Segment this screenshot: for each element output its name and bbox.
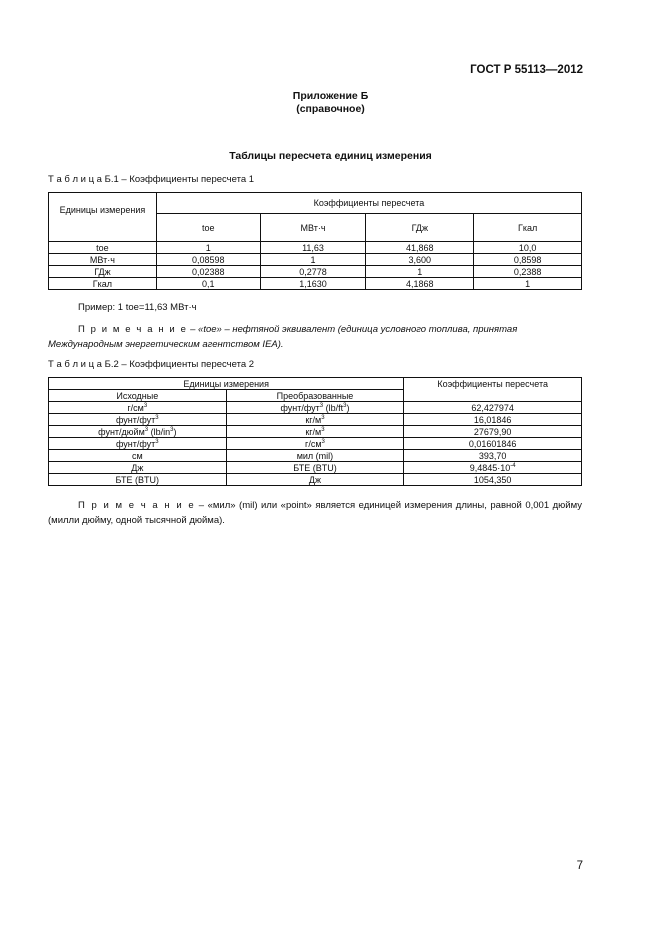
coefficients-header: Коэффициенты пересчета: [156, 193, 581, 214]
cell-text: см: [131, 450, 143, 461]
superscript: 3: [143, 402, 148, 409]
table-cell: 4,1868: [366, 278, 474, 290]
col-header-gj: ГДж: [366, 214, 474, 242]
superscript: 3: [343, 402, 347, 409]
table-cell: [404, 474, 582, 486]
cell-text: (lb/in: [148, 426, 171, 437]
table-cell: [226, 474, 404, 486]
table-cell: 41,868: [366, 242, 474, 254]
table-cell: [404, 414, 582, 426]
superscript: 3: [170, 426, 174, 433]
example-text: Пример: 1 toe=11,63 МВт·ч: [78, 302, 197, 313]
table-cell: [226, 426, 404, 438]
cell-text: фунт/фут: [115, 438, 156, 449]
table-cell: [404, 450, 582, 462]
units-header: Единицы измерения: [49, 193, 157, 242]
table-cell: 0,8598: [474, 254, 582, 266]
table-cell: 1,1630: [260, 278, 366, 290]
units-group-header: Единицы измерения: [49, 378, 404, 390]
cell-text: г/см: [127, 402, 144, 413]
cell-text: Дж: [308, 474, 322, 485]
cell-text: мил (mil): [296, 450, 334, 461]
cell-text: г/см: [305, 438, 322, 449]
conversion-table-2: [48, 377, 582, 486]
cell-text: кг/м: [305, 414, 322, 425]
table-cell: 0,02388: [156, 266, 260, 278]
table-cell: [49, 438, 227, 450]
table-cell: 0,08598: [156, 254, 260, 266]
table-cell: 1: [260, 254, 366, 266]
table-cell: [226, 462, 404, 474]
table-row: [49, 414, 582, 426]
cell-text: 9,4845·10: [469, 462, 511, 473]
coefficient-header: Коэффициенты пересчета: [404, 378, 582, 402]
col-header-toe: toe: [156, 214, 260, 242]
table-row: [49, 242, 582, 254]
col-header-gcal: Гкал: [474, 214, 582, 242]
cell-text: БТЕ (BTU): [293, 462, 337, 473]
table2-caption-label: Т а б л и ц а: [48, 359, 102, 370]
table-cell: 3,600: [366, 254, 474, 266]
table-row: [49, 438, 582, 450]
table-cell: 0,2778: [260, 266, 366, 278]
table1-caption-label: Т а б л и ц а: [48, 174, 102, 185]
table-cell: МВт·ч: [49, 254, 157, 266]
superscript: 3: [144, 426, 149, 433]
table-cell: toe: [49, 242, 157, 254]
table-cell: 1: [156, 242, 260, 254]
note-1-text: – «toe» – нефтяной эквивалент (единица условного топлива, принятая Международным энергетическим агентством IEA).: [48, 324, 518, 350]
table-row: [49, 426, 582, 438]
table-row: [49, 462, 582, 474]
superscript: 3: [321, 438, 325, 445]
col-header-mwh: МВт·ч: [260, 214, 366, 242]
table-cell: [49, 462, 227, 474]
cell-text: 0,01601846: [468, 438, 517, 449]
appendix-heading: [0, 90, 661, 116]
cell-text: Дж: [131, 462, 144, 473]
table2-caption-text: Б.2 – Коэффициенты пересчета 2: [104, 359, 255, 370]
table-cell: 10,0: [474, 242, 582, 254]
cell-text: 62,427974: [471, 402, 514, 413]
superscript: 3: [319, 402, 324, 409]
table-cell: 11,63: [260, 242, 366, 254]
superscript: 3: [155, 414, 159, 421]
cell-text: 16,01846: [473, 414, 512, 425]
table-cell: 1: [366, 266, 474, 278]
converted-header: Преобразованные: [226, 390, 404, 402]
cell-text: фунт/фут: [280, 402, 320, 413]
cell-text: фунт/дюйм: [98, 426, 145, 437]
table-cell: [404, 438, 582, 450]
table-cell: 1: [474, 278, 582, 290]
superscript: 3: [321, 426, 325, 433]
table-cell: [49, 426, 227, 438]
note-1-label: П р и м е ч а н и е: [78, 324, 188, 335]
table-cell: [226, 450, 404, 462]
cell-text: 1054,350: [473, 474, 512, 485]
table-cell: [49, 414, 227, 426]
table-cell: [49, 402, 227, 414]
cell-text: БТЕ (BTU): [115, 474, 160, 485]
appendix-title: Приложение Б: [292, 90, 369, 102]
cell-text: (lb/ft: [323, 402, 344, 413]
table-cell: [226, 414, 404, 426]
note-2-text: – «мил» (mil) или «point» является единицей измерения длины, равной 0,001 дюйму (милли дюйму, одной тысячной дюйма).: [48, 500, 582, 526]
table-row: [49, 278, 582, 290]
table1-caption-text: Б.1 – Коэффициенты пересчета 1: [104, 174, 255, 185]
superscript: 3: [321, 414, 325, 421]
superscript: 3: [155, 438, 159, 445]
source-header: Исходные: [49, 390, 227, 402]
page-number: 7: [576, 860, 583, 872]
table-cell: [226, 438, 404, 450]
table-row: [49, 266, 582, 278]
table-row: [49, 474, 582, 486]
cell-text: 393,70: [478, 450, 507, 461]
table-row: [49, 450, 582, 462]
table-cell: [404, 402, 582, 414]
table-cell: ГДж: [49, 266, 157, 278]
standard-number: ГОСТ Р 55113—2012: [470, 64, 583, 76]
cell-text: фунт/фут: [115, 414, 156, 425]
note-2-label: П р и м е ч а н и е: [78, 500, 196, 511]
cell-text: 27679,90: [473, 426, 512, 437]
cell-text: ): [346, 402, 350, 413]
note-1: [48, 322, 582, 352]
conversion-table-1: [48, 192, 582, 290]
table-row: [49, 254, 582, 266]
appendix-subtitle: (справочное): [296, 103, 365, 115]
section-title: Таблицы пересчета единиц измерения: [229, 150, 432, 162]
table-cell: 0,1: [156, 278, 260, 290]
table-cell: [49, 474, 227, 486]
cell-text: кг/м: [305, 426, 322, 437]
note-2: [48, 498, 582, 528]
table-cell: [49, 450, 227, 462]
table-row: [49, 402, 582, 414]
table2-caption: [48, 359, 254, 370]
table-cell: [226, 402, 404, 414]
table-cell: [404, 426, 582, 438]
superscript: -4: [510, 462, 516, 469]
cell-text: ): [173, 426, 177, 437]
table-cell: 0,2388: [474, 266, 582, 278]
table-cell: Гкал: [49, 278, 157, 290]
table1-caption: [48, 174, 254, 185]
table-cell: [404, 462, 582, 474]
